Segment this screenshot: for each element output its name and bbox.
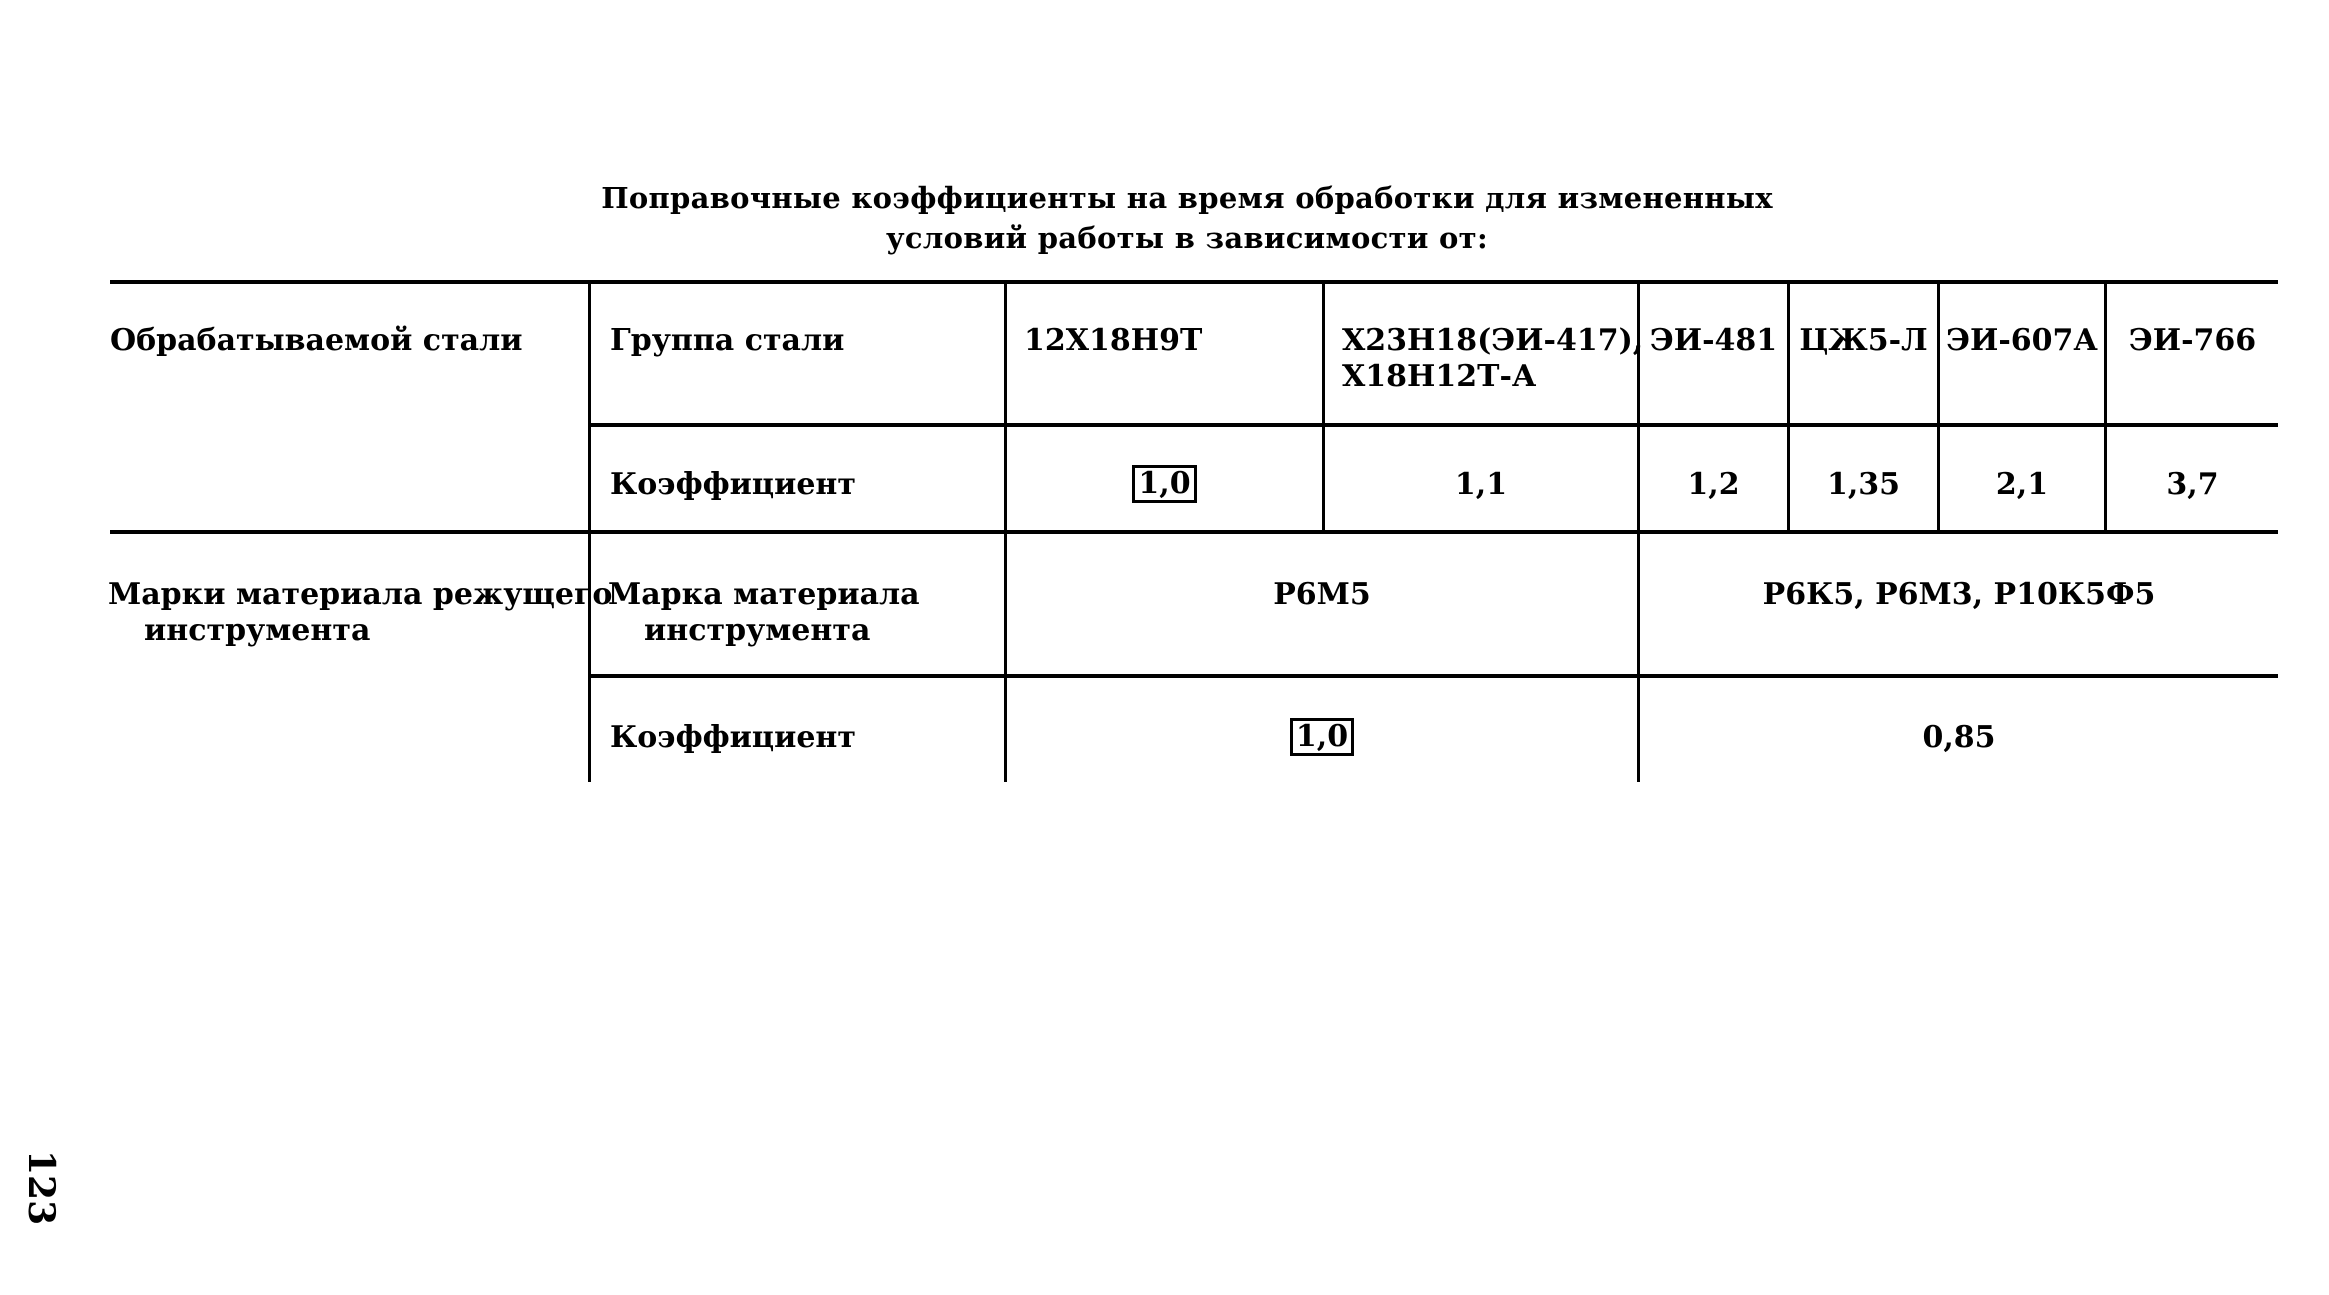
section-tool-label bbox=[108, 577, 612, 649]
table-title bbox=[0, 178, 2329, 258]
table-title-line-1: Поправочные коэффициенты на время обработки для измененных bbox=[601, 181, 1773, 215]
steel-coefficient-header: Коэффициент bbox=[610, 467, 856, 502]
section-tool-label-line-1: Марки материала режущего bbox=[108, 577, 613, 612]
steel-group-header: Группа стали bbox=[610, 323, 845, 358]
value-column-rule-1 bbox=[1004, 282, 1007, 782]
steel-coefficient-6: 3,7 bbox=[2166, 467, 2219, 502]
steel-row-separator bbox=[589, 423, 2278, 427]
steel-group-2 bbox=[1342, 323, 1643, 395]
tool-coefficient-1 bbox=[1007, 718, 1637, 756]
tool-mark-1: Р6М5 bbox=[1273, 577, 1371, 612]
steel-coefficient-1-boxed-value: 1,0 bbox=[1132, 465, 1196, 503]
tool-coefficient-2: 0,85 bbox=[1922, 720, 1996, 755]
steel-group-1: 12Х18Н9Т bbox=[1024, 323, 1203, 358]
section-tool-label-line-2: инструмента bbox=[144, 613, 371, 648]
tool-coefficient-1-boxed-value: 1,0 bbox=[1290, 718, 1354, 756]
table-title-line-2: условий работы в зависимости от: bbox=[886, 221, 1488, 255]
steel-group-3: ЭИ-481 bbox=[1649, 323, 1778, 358]
section-separator bbox=[110, 530, 2278, 534]
steel-group-2-line-1: Х23Н18(ЭИ-417), bbox=[1342, 323, 1644, 358]
steel-coefficient-3: 1,2 bbox=[1687, 467, 1740, 502]
param-column-rule bbox=[588, 282, 591, 782]
steel-group-2-line-2: Х18Н12Т-А bbox=[1342, 359, 1537, 394]
section-steel-label: Обрабатываемой стали bbox=[110, 323, 523, 358]
tool-mark-header bbox=[608, 577, 920, 649]
tool-mark-header-line-2: инструмента bbox=[644, 613, 871, 648]
steel-coefficient-2: 1,1 bbox=[1454, 467, 1508, 502]
steel-group-5: ЭИ-607А bbox=[1946, 323, 2098, 358]
steel-group-4: ЦЖ5-Л bbox=[1799, 323, 1928, 358]
tool-mark-header-line-1: Марка материала bbox=[608, 577, 920, 612]
steel-coefficient-1 bbox=[1007, 465, 1322, 503]
page-number: 123 bbox=[20, 1150, 62, 1226]
tool-row-separator bbox=[589, 674, 2278, 678]
table-top-rule bbox=[110, 280, 2278, 284]
steel-coefficient-4: 1,35 bbox=[1826, 467, 1901, 502]
steel-group-6: ЭИ-766 bbox=[2128, 323, 2257, 358]
steel-coefficient-5: 2,1 bbox=[1995, 467, 2049, 502]
tool-coefficient-header: Коэффициент bbox=[610, 720, 856, 755]
tool-mark-2: Р6К5, Р6М3, Р10К5Ф5 bbox=[1762, 577, 2156, 612]
